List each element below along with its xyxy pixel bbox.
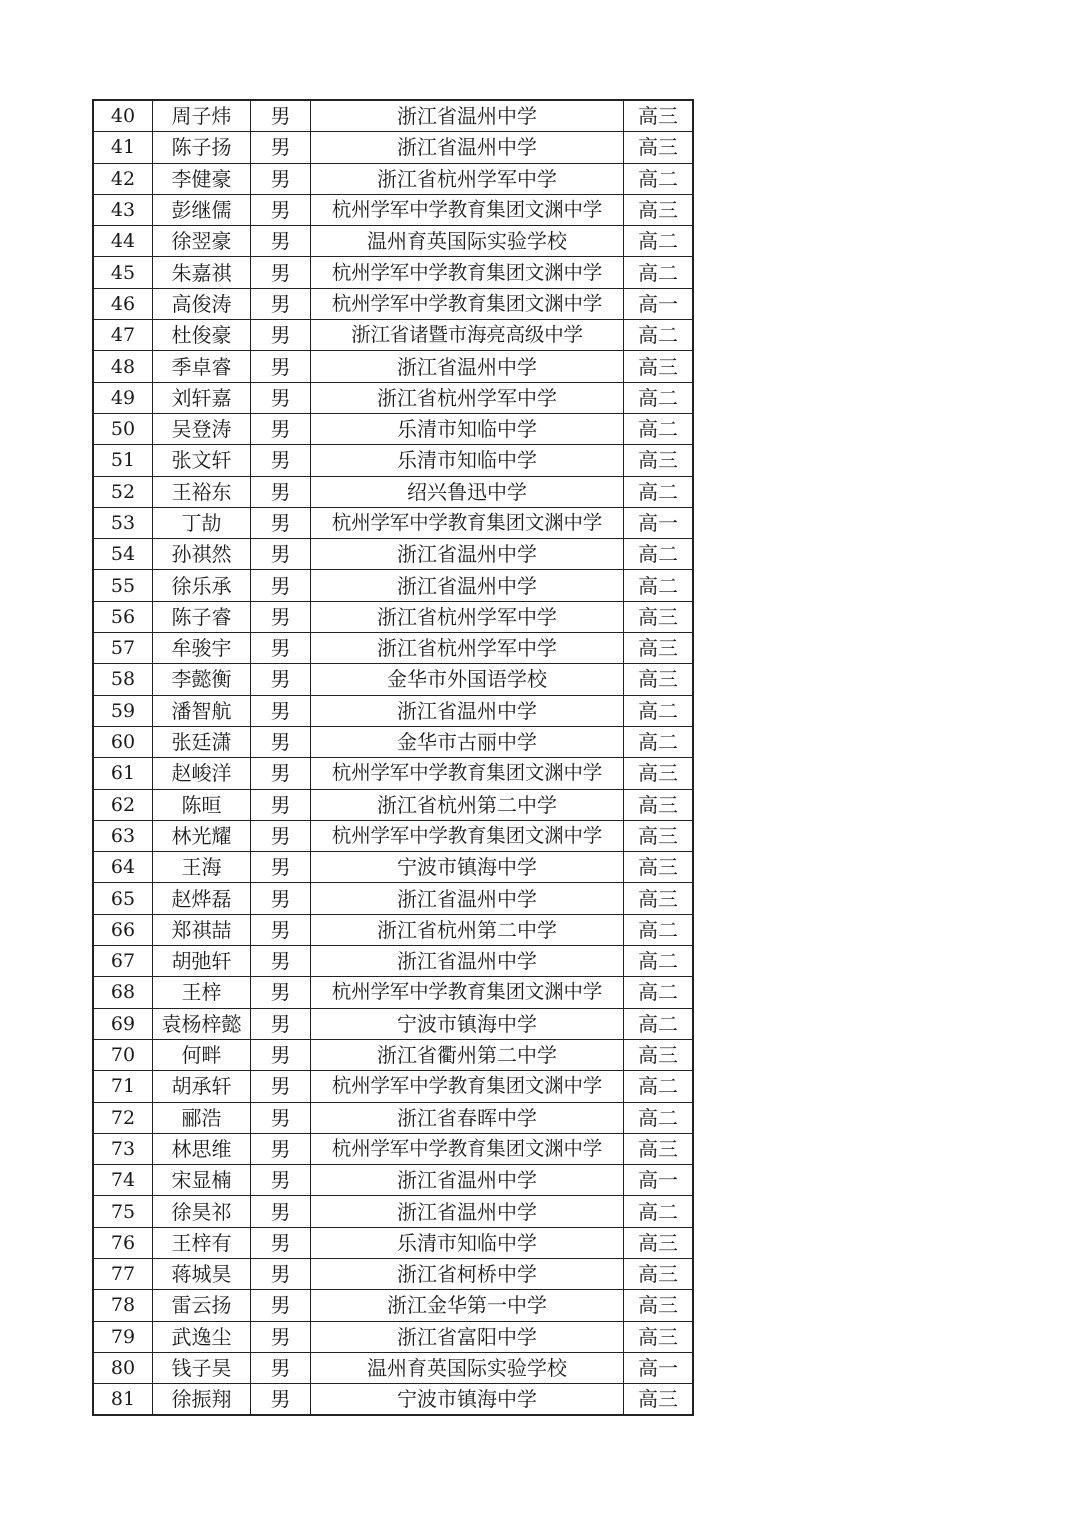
row-number-cell: 50: [93, 413, 153, 444]
table-row: [93, 351, 693, 382]
grade-level-cell: 高二: [624, 1102, 694, 1133]
row-number-cell: 41: [93, 132, 153, 163]
school-name-cell: 浙江金华第一中学: [311, 1290, 624, 1321]
student-gender-cell: 男: [251, 1227, 311, 1258]
student-name-cell: 徐昊祁: [153, 1196, 251, 1227]
student-name-cell: 何畔: [153, 1039, 251, 1070]
row-number-cell: 45: [93, 257, 153, 288]
table-row: [93, 226, 693, 257]
student-gender-cell: 男: [251, 1133, 311, 1164]
row-number-cell: 80: [93, 1352, 153, 1383]
student-name-cell: 丁劼: [153, 507, 251, 538]
student-name-cell: 林光耀: [153, 820, 251, 851]
table-row: [93, 570, 693, 601]
school-name-cell: 杭州学军中学教育集团文渊中学: [311, 194, 624, 225]
grade-level-cell: 高三: [624, 820, 694, 851]
row-number-cell: 59: [93, 695, 153, 726]
row-number-cell: 78: [93, 1290, 153, 1321]
table-row: [93, 695, 693, 726]
grade-level-cell: 高二: [624, 570, 694, 601]
row-number-cell: 71: [93, 1071, 153, 1102]
student-name-cell: 钱子昊: [153, 1352, 251, 1383]
grade-level-cell: 高一: [624, 288, 694, 319]
school-name-cell: 浙江省温州中学: [311, 946, 624, 977]
row-number-cell: 53: [93, 507, 153, 538]
student-name-cell: 孙祺然: [153, 539, 251, 570]
row-number-cell: 44: [93, 226, 153, 257]
grade-level-cell: 高三: [624, 445, 694, 476]
student-name-cell: 徐振翔: [153, 1384, 251, 1416]
row-number-cell: 58: [93, 664, 153, 695]
student-name-cell: 吴登涛: [153, 413, 251, 444]
grade-level-cell: 高二: [624, 977, 694, 1008]
student-gender-cell: 男: [251, 1196, 311, 1227]
student-name-cell: 赵烨磊: [153, 883, 251, 914]
table-row: [93, 1384, 693, 1416]
roster-table: [92, 99, 694, 1416]
school-name-cell: 杭州学军中学教育集团文渊中学: [311, 257, 624, 288]
grade-level-cell: 高三: [624, 1384, 694, 1416]
table-row: [93, 946, 693, 977]
student-gender-cell: 男: [251, 476, 311, 507]
row-number-cell: 66: [93, 914, 153, 945]
grade-level-cell: 高三: [624, 664, 694, 695]
student-name-cell: 朱嘉祺: [153, 257, 251, 288]
student-name-cell: 潘智航: [153, 695, 251, 726]
student-gender-cell: 男: [251, 1352, 311, 1383]
school-name-cell: 浙江省温州中学: [311, 570, 624, 601]
grade-level-cell: 高二: [624, 226, 694, 257]
student-name-cell: 王梓: [153, 977, 251, 1008]
table-row: [93, 789, 693, 820]
row-number-cell: 76: [93, 1227, 153, 1258]
student-gender-cell: 男: [251, 1290, 311, 1321]
student-gender-cell: 男: [251, 820, 311, 851]
table-row: [93, 1290, 693, 1321]
grade-level-cell: 高二: [624, 257, 694, 288]
row-number-cell: 79: [93, 1321, 153, 1352]
row-number-cell: 56: [93, 601, 153, 632]
row-number-cell: 48: [93, 351, 153, 382]
row-number-cell: 43: [93, 194, 153, 225]
school-name-cell: 浙江省诸暨市海亮高级中学: [311, 320, 624, 351]
school-name-cell: 浙江省温州中学: [311, 883, 624, 914]
school-name-cell: 宁波市镇海中学: [311, 1384, 624, 1416]
student-name-cell: 陈子扬: [153, 132, 251, 163]
table-row: [93, 633, 693, 664]
row-number-cell: 47: [93, 320, 153, 351]
school-name-cell: 杭州学军中学教育集团文渊中学: [311, 758, 624, 789]
table-row: [93, 413, 693, 444]
table-row: [93, 132, 693, 163]
row-number-cell: 69: [93, 1008, 153, 1039]
school-name-cell: 杭州学军中学教育集团文渊中学: [311, 1071, 624, 1102]
table-row: [93, 601, 693, 632]
grade-level-cell: 高三: [624, 1039, 694, 1070]
school-name-cell: 浙江省温州中学: [311, 351, 624, 382]
school-name-cell: 杭州学军中学教育集团文渊中学: [311, 977, 624, 1008]
table-row: [93, 257, 693, 288]
grade-level-cell: 高二: [624, 1071, 694, 1102]
grade-level-cell: 高二: [624, 726, 694, 757]
student-name-cell: 张廷潇: [153, 726, 251, 757]
grade-level-cell: 高二: [624, 946, 694, 977]
row-number-cell: 70: [93, 1039, 153, 1070]
grade-level-cell: 高二: [624, 476, 694, 507]
table-row: [93, 820, 693, 851]
table-row: [93, 320, 693, 351]
grade-level-cell: 高二: [624, 1196, 694, 1227]
table-row: [93, 1227, 693, 1258]
table-row: [93, 758, 693, 789]
row-number-cell: 51: [93, 445, 153, 476]
student-name-cell: 彭继儒: [153, 194, 251, 225]
student-gender-cell: 男: [251, 1071, 311, 1102]
student-name-cell: 袁杨梓懿: [153, 1008, 251, 1039]
row-number-cell: 73: [93, 1133, 153, 1164]
school-name-cell: 浙江省温州中学: [311, 1196, 624, 1227]
student-gender-cell: 男: [251, 1384, 311, 1416]
school-name-cell: 浙江省杭州学军中学: [311, 601, 624, 632]
table-row: [93, 1039, 693, 1070]
student-name-cell: 林思维: [153, 1133, 251, 1164]
table-row: [93, 1321, 693, 1352]
student-gender-cell: 男: [251, 132, 311, 163]
student-gender-cell: 男: [251, 1008, 311, 1039]
school-name-cell: 宁波市镇海中学: [311, 852, 624, 883]
school-name-cell: 浙江省杭州第二中学: [311, 789, 624, 820]
school-name-cell: 绍兴鲁迅中学: [311, 476, 624, 507]
row-number-cell: 74: [93, 1165, 153, 1196]
grade-level-cell: 高二: [624, 1008, 694, 1039]
table-row: [93, 1102, 693, 1133]
student-gender-cell: 男: [251, 351, 311, 382]
grade-level-cell: 高一: [624, 1352, 694, 1383]
table-row: [93, 382, 693, 413]
student-name-cell: 李健豪: [153, 163, 251, 194]
row-number-cell: 77: [93, 1258, 153, 1289]
grade-level-cell: 高三: [624, 758, 694, 789]
student-gender-cell: 男: [251, 1102, 311, 1133]
school-name-cell: 浙江省杭州学军中学: [311, 163, 624, 194]
student-gender-cell: 男: [251, 413, 311, 444]
student-name-cell: 陈子睿: [153, 601, 251, 632]
student-gender-cell: 男: [251, 445, 311, 476]
student-gender-cell: 男: [251, 288, 311, 319]
school-name-cell: 浙江省杭州第二中学: [311, 914, 624, 945]
student-gender-cell: 男: [251, 382, 311, 413]
student-gender-cell: 男: [251, 570, 311, 601]
student-name-cell: 武逸尘: [153, 1321, 251, 1352]
table-row: [93, 288, 693, 319]
student-gender-cell: 男: [251, 883, 311, 914]
student-gender-cell: 男: [251, 226, 311, 257]
school-name-cell: 浙江省杭州学军中学: [311, 633, 624, 664]
grade-level-cell: 高三: [624, 1290, 694, 1321]
student-gender-cell: 男: [251, 664, 311, 695]
table-row: [93, 100, 693, 132]
table-row: [93, 977, 693, 1008]
student-name-cell: 宋显楠: [153, 1165, 251, 1196]
student-gender-cell: 男: [251, 758, 311, 789]
table-row: [93, 852, 693, 883]
row-number-cell: 72: [93, 1102, 153, 1133]
roster-body: [93, 100, 693, 1415]
student-gender-cell: 男: [251, 726, 311, 757]
table-row: [93, 1352, 693, 1383]
student-name-cell: 季卓睿: [153, 351, 251, 382]
school-name-cell: 浙江省春晖中学: [311, 1102, 624, 1133]
student-gender-cell: 男: [251, 946, 311, 977]
table-row: [93, 194, 693, 225]
grade-level-cell: 高三: [624, 852, 694, 883]
table-row: [93, 1196, 693, 1227]
grade-level-cell: 高三: [624, 1321, 694, 1352]
school-name-cell: 乐清市知临中学: [311, 413, 624, 444]
student-name-cell: 王裕东: [153, 476, 251, 507]
table-row: [93, 445, 693, 476]
student-gender-cell: 男: [251, 1039, 311, 1070]
school-name-cell: 杭州学军中学教育集团文渊中学: [311, 820, 624, 851]
student-name-cell: 陈晅: [153, 789, 251, 820]
student-gender-cell: 男: [251, 194, 311, 225]
school-name-cell: 浙江省温州中学: [311, 100, 624, 132]
grade-level-cell: 高三: [624, 100, 694, 132]
student-name-cell: 王海: [153, 852, 251, 883]
student-gender-cell: 男: [251, 789, 311, 820]
school-name-cell: 温州育英国际实验学校: [311, 1352, 624, 1383]
table-row: [93, 726, 693, 757]
row-number-cell: 55: [93, 570, 153, 601]
table-row: [93, 1258, 693, 1289]
table-row: [93, 914, 693, 945]
student-name-cell: 王梓有: [153, 1227, 251, 1258]
row-number-cell: 42: [93, 163, 153, 194]
student-gender-cell: 男: [251, 1165, 311, 1196]
school-name-cell: 杭州学军中学教育集团文渊中学: [311, 507, 624, 538]
school-name-cell: 浙江省温州中学: [311, 695, 624, 726]
student-gender-cell: 男: [251, 507, 311, 538]
student-gender-cell: 男: [251, 852, 311, 883]
school-name-cell: 宁波市镇海中学: [311, 1008, 624, 1039]
table-row: [93, 507, 693, 538]
student-gender-cell: 男: [251, 100, 311, 132]
grade-level-cell: 高三: [624, 194, 694, 225]
grade-level-cell: 高二: [624, 320, 694, 351]
school-name-cell: 浙江省富阳中学: [311, 1321, 624, 1352]
student-name-cell: 郑祺喆: [153, 914, 251, 945]
row-number-cell: 60: [93, 726, 153, 757]
student-gender-cell: 男: [251, 601, 311, 632]
grade-level-cell: 高二: [624, 539, 694, 570]
student-gender-cell: 男: [251, 257, 311, 288]
student-name-cell: 胡承轩: [153, 1071, 251, 1102]
student-gender-cell: 男: [251, 320, 311, 351]
row-number-cell: 57: [93, 633, 153, 664]
school-name-cell: 温州育英国际实验学校: [311, 226, 624, 257]
school-name-cell: 浙江省杭州学军中学: [311, 382, 624, 413]
table-row: [93, 539, 693, 570]
school-name-cell: 浙江省柯桥中学: [311, 1258, 624, 1289]
school-name-cell: 乐清市知临中学: [311, 1227, 624, 1258]
table-row: [93, 1008, 693, 1039]
row-number-cell: 62: [93, 789, 153, 820]
student-name-cell: 周子炜: [153, 100, 251, 132]
table-row: [93, 1133, 693, 1164]
grade-level-cell: 高一: [624, 507, 694, 538]
student-name-cell: 张文轩: [153, 445, 251, 476]
grade-level-cell: 高二: [624, 413, 694, 444]
student-gender-cell: 男: [251, 539, 311, 570]
grade-level-cell: 高三: [624, 789, 694, 820]
student-gender-cell: 男: [251, 163, 311, 194]
row-number-cell: 54: [93, 539, 153, 570]
table-row: [93, 476, 693, 507]
grade-level-cell: 高三: [624, 633, 694, 664]
student-gender-cell: 男: [251, 1321, 311, 1352]
grade-level-cell: 高三: [624, 883, 694, 914]
table-row: [93, 163, 693, 194]
row-number-cell: 40: [93, 100, 153, 132]
student-gender-cell: 男: [251, 633, 311, 664]
grade-level-cell: 高一: [624, 1165, 694, 1196]
grade-level-cell: 高二: [624, 914, 694, 945]
row-number-cell: 63: [93, 820, 153, 851]
student-gender-cell: 男: [251, 695, 311, 726]
school-name-cell: 乐清市知临中学: [311, 445, 624, 476]
student-name-cell: 刘轩嘉: [153, 382, 251, 413]
grade-level-cell: 高二: [624, 695, 694, 726]
student-name-cell: 赵峻洋: [153, 758, 251, 789]
student-name-cell: 胡弛轩: [153, 946, 251, 977]
student-gender-cell: 男: [251, 1258, 311, 1289]
student-gender-cell: 男: [251, 914, 311, 945]
school-name-cell: 浙江省温州中学: [311, 1165, 624, 1196]
row-number-cell: 46: [93, 288, 153, 319]
table-row: [93, 1071, 693, 1102]
grade-level-cell: 高二: [624, 382, 694, 413]
row-number-cell: 65: [93, 883, 153, 914]
school-name-cell: 金华市古丽中学: [311, 726, 624, 757]
student-name-cell: 高俊涛: [153, 288, 251, 319]
student-name-cell: 郦浩: [153, 1102, 251, 1133]
school-name-cell: 金华市外国语学校: [311, 664, 624, 695]
student-name-cell: 牟骏宇: [153, 633, 251, 664]
student-name-cell: 李懿衡: [153, 664, 251, 695]
school-name-cell: 浙江省衢州第二中学: [311, 1039, 624, 1070]
table-row: [93, 883, 693, 914]
row-number-cell: 75: [93, 1196, 153, 1227]
row-number-cell: 49: [93, 382, 153, 413]
row-number-cell: 68: [93, 977, 153, 1008]
grade-level-cell: 高三: [624, 1227, 694, 1258]
grade-level-cell: 高三: [624, 351, 694, 382]
grade-level-cell: 高三: [624, 601, 694, 632]
row-number-cell: 67: [93, 946, 153, 977]
student-name-cell: 蒋城昊: [153, 1258, 251, 1289]
grade-level-cell: 高三: [624, 1133, 694, 1164]
row-number-cell: 64: [93, 852, 153, 883]
grade-level-cell: 高三: [624, 132, 694, 163]
school-name-cell: 杭州学军中学教育集团文渊中学: [311, 1133, 624, 1164]
student-name-cell: 雷云扬: [153, 1290, 251, 1321]
school-name-cell: 浙江省温州中学: [311, 132, 624, 163]
table-row: [93, 1165, 693, 1196]
school-name-cell: 浙江省温州中学: [311, 539, 624, 570]
grade-level-cell: 高二: [624, 163, 694, 194]
table-row: [93, 664, 693, 695]
student-name-cell: 徐乐承: [153, 570, 251, 601]
student-gender-cell: 男: [251, 977, 311, 1008]
row-number-cell: 52: [93, 476, 153, 507]
row-number-cell: 81: [93, 1384, 153, 1416]
student-name-cell: 徐翌豪: [153, 226, 251, 257]
student-name-cell: 杜俊豪: [153, 320, 251, 351]
school-name-cell: 杭州学军中学教育集团文渊中学: [311, 288, 624, 319]
row-number-cell: 61: [93, 758, 153, 789]
grade-level-cell: 高三: [624, 1258, 694, 1289]
